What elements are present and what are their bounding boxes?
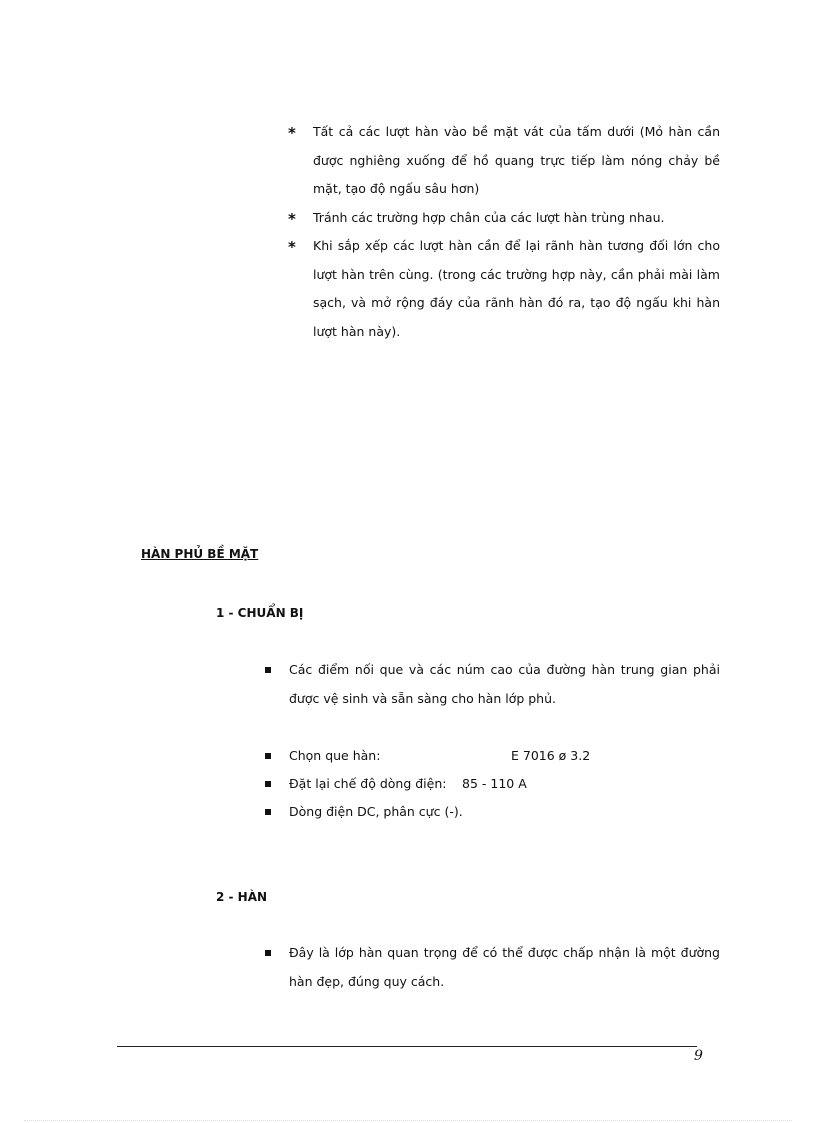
param-label: Chọn que hàn: <box>289 748 381 763</box>
weld-list <box>264 939 720 996</box>
list-item-text: Khi sắp xếp các lượt hàn cần để lại rãnh hàn tương đối lớn cho lượt hàn trên cùng. (trong các trường hợp này, cần phải mài làm sạch, và mở rộng đáy của rãnh hàn đó ra, tạo độ ngấu khi hàn lượt hàn này). <box>313 238 720 339</box>
list-item-text: Tất cả các lượt hàn vào bề mặt vát của tấm dưới (Mỏ hàn cần được nghiêng xuống để hồ quang trực tiếp làm nóng chảy bề mặt, tạo độ ngấu sâu hơn) <box>313 124 720 196</box>
asterisk-bullet-icon: * <box>288 124 296 142</box>
list-item <box>264 656 720 713</box>
list-item-text: Các điểm nối que và các núm cao của đường hàn trung gian phải được vệ sinh và sẵn sàng cho hàn lớp phủ. <box>289 662 720 706</box>
square-bullet-icon <box>265 753 271 759</box>
list-item <box>264 939 720 996</box>
current-param-row <box>264 770 720 798</box>
square-bullet-icon <box>265 950 271 956</box>
weld-heading: 2 - HÀN <box>216 890 268 904</box>
prep-heading: 1 - CHUẨN BỊ <box>216 606 304 620</box>
list-item-text: Đây là lớp hàn quan trọng để có thể được chấp nhận là một đường hàn đẹp, đúng quy cách. <box>289 945 720 989</box>
square-bullet-icon <box>265 667 271 673</box>
param-value: 85 - 110 A <box>462 776 527 791</box>
list-item-text: Tránh các trường hợp chân của các lượt hàn trùng nhau. <box>313 209 665 225</box>
asterisk-bullet-icon: * <box>288 209 296 228</box>
square-bullet-icon <box>265 781 271 787</box>
polarity-param-row <box>264 798 720 826</box>
electrode-param-row <box>264 742 720 770</box>
section-title: HÀN PHỦ BỀ MẶT <box>141 547 259 561</box>
param-label: Dòng điện DC, phân cực (-). <box>289 804 463 819</box>
param-value: E 7016 ø 3.2 <box>511 748 591 763</box>
list-item <box>288 232 720 346</box>
square-bullet-icon <box>265 809 271 815</box>
list-item <box>288 118 720 204</box>
footer-rule <box>117 1046 697 1047</box>
prep-list <box>264 656 720 713</box>
page-edge-divider <box>24 1120 792 1121</box>
asterisk-bullet-icon: * <box>288 238 296 256</box>
page-number: 9 <box>694 1048 703 1064</box>
list-item <box>288 204 720 233</box>
param-label: Đặt lại chế độ dòng điện: <box>289 776 447 791</box>
star-bullet-list <box>288 118 720 346</box>
